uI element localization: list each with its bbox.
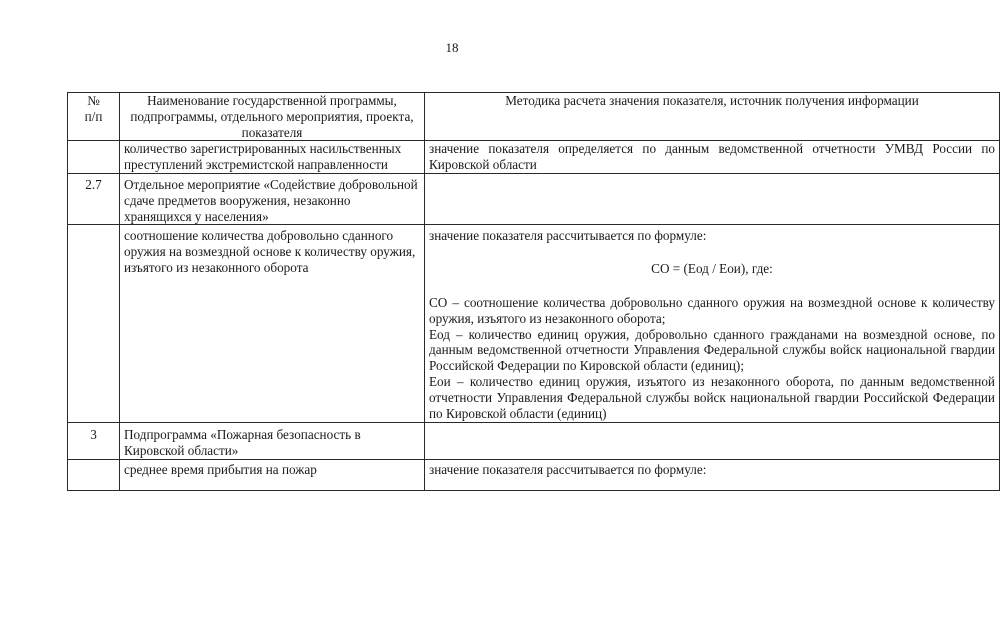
table-row bbox=[68, 459, 1000, 490]
page-number: 18 bbox=[445, 40, 459, 55]
row-method bbox=[425, 423, 1000, 460]
row-name: Подпрограмма «Пожарная безопасность в Кировской области» bbox=[120, 423, 425, 460]
row-method bbox=[425, 173, 1000, 224]
table-header-row bbox=[68, 93, 1000, 141]
table-row bbox=[68, 173, 1000, 224]
indicator-table bbox=[67, 92, 1000, 491]
header-method: Методика расчета значения показателя, источник получения информации bbox=[425, 93, 1000, 141]
row-name: соотношение количества добровольно сданного оружия на возмездной основе к количеству оружия, изъятого из незаконного оборота bbox=[120, 225, 425, 423]
definition-co: СО – соотношение количества добровольно сданного оружия на возмездной основе к количеству оружия, изъятого из незаконного оборота; bbox=[429, 294, 995, 326]
row-num bbox=[68, 225, 120, 423]
row-name: Отдельное мероприятие «Содействие добровольной сдаче предметов вооружения, незаконно хранящихся у населения» bbox=[120, 173, 425, 224]
row-num bbox=[68, 459, 120, 490]
row-method: значение показателя определяется по данным ведомственной отчетности УМВД России по Кировской области bbox=[425, 141, 1000, 174]
row-name: среднее время прибытия на пожар bbox=[120, 459, 425, 490]
row-method: значение показателя рассчитывается по формуле: bbox=[425, 459, 1000, 490]
row-method bbox=[425, 225, 1000, 423]
table-row bbox=[68, 423, 1000, 460]
definition-eoi: Еои – количество единиц оружия, изъятого из незаконного оборота, по данным ведомственной отчетности Управления Федеральной службы войск национальной гвардии Российской Федерации по Кировской области (единиц) bbox=[429, 373, 995, 421]
row-num: 3 bbox=[68, 423, 120, 460]
row-num: 2.7 bbox=[68, 173, 120, 224]
row-name: количество зарегистрированных насильственных преступлений экстремистской направленности bbox=[120, 141, 425, 174]
formula: СО = (Еод / Еои), где: bbox=[651, 261, 773, 277]
row-num bbox=[68, 141, 120, 174]
method-intro: значение показателя рассчитывается по формуле: bbox=[429, 228, 707, 244]
table-row bbox=[68, 225, 1000, 423]
definition-eod: Еод – количество единиц оружия, добровольно сданного гражданами на возмездной основе, по данным ведомственной отчетности Управления Федеральной службы войск национальной гвардии Российской Федерации по Кировской области (единиц); bbox=[429, 326, 995, 374]
header-name: Наименование государственной программы, подпрограммы, отдельного мероприятия, проекта, показателя bbox=[120, 93, 425, 141]
header-num: № п/п bbox=[68, 93, 120, 141]
table-row bbox=[68, 141, 1000, 174]
